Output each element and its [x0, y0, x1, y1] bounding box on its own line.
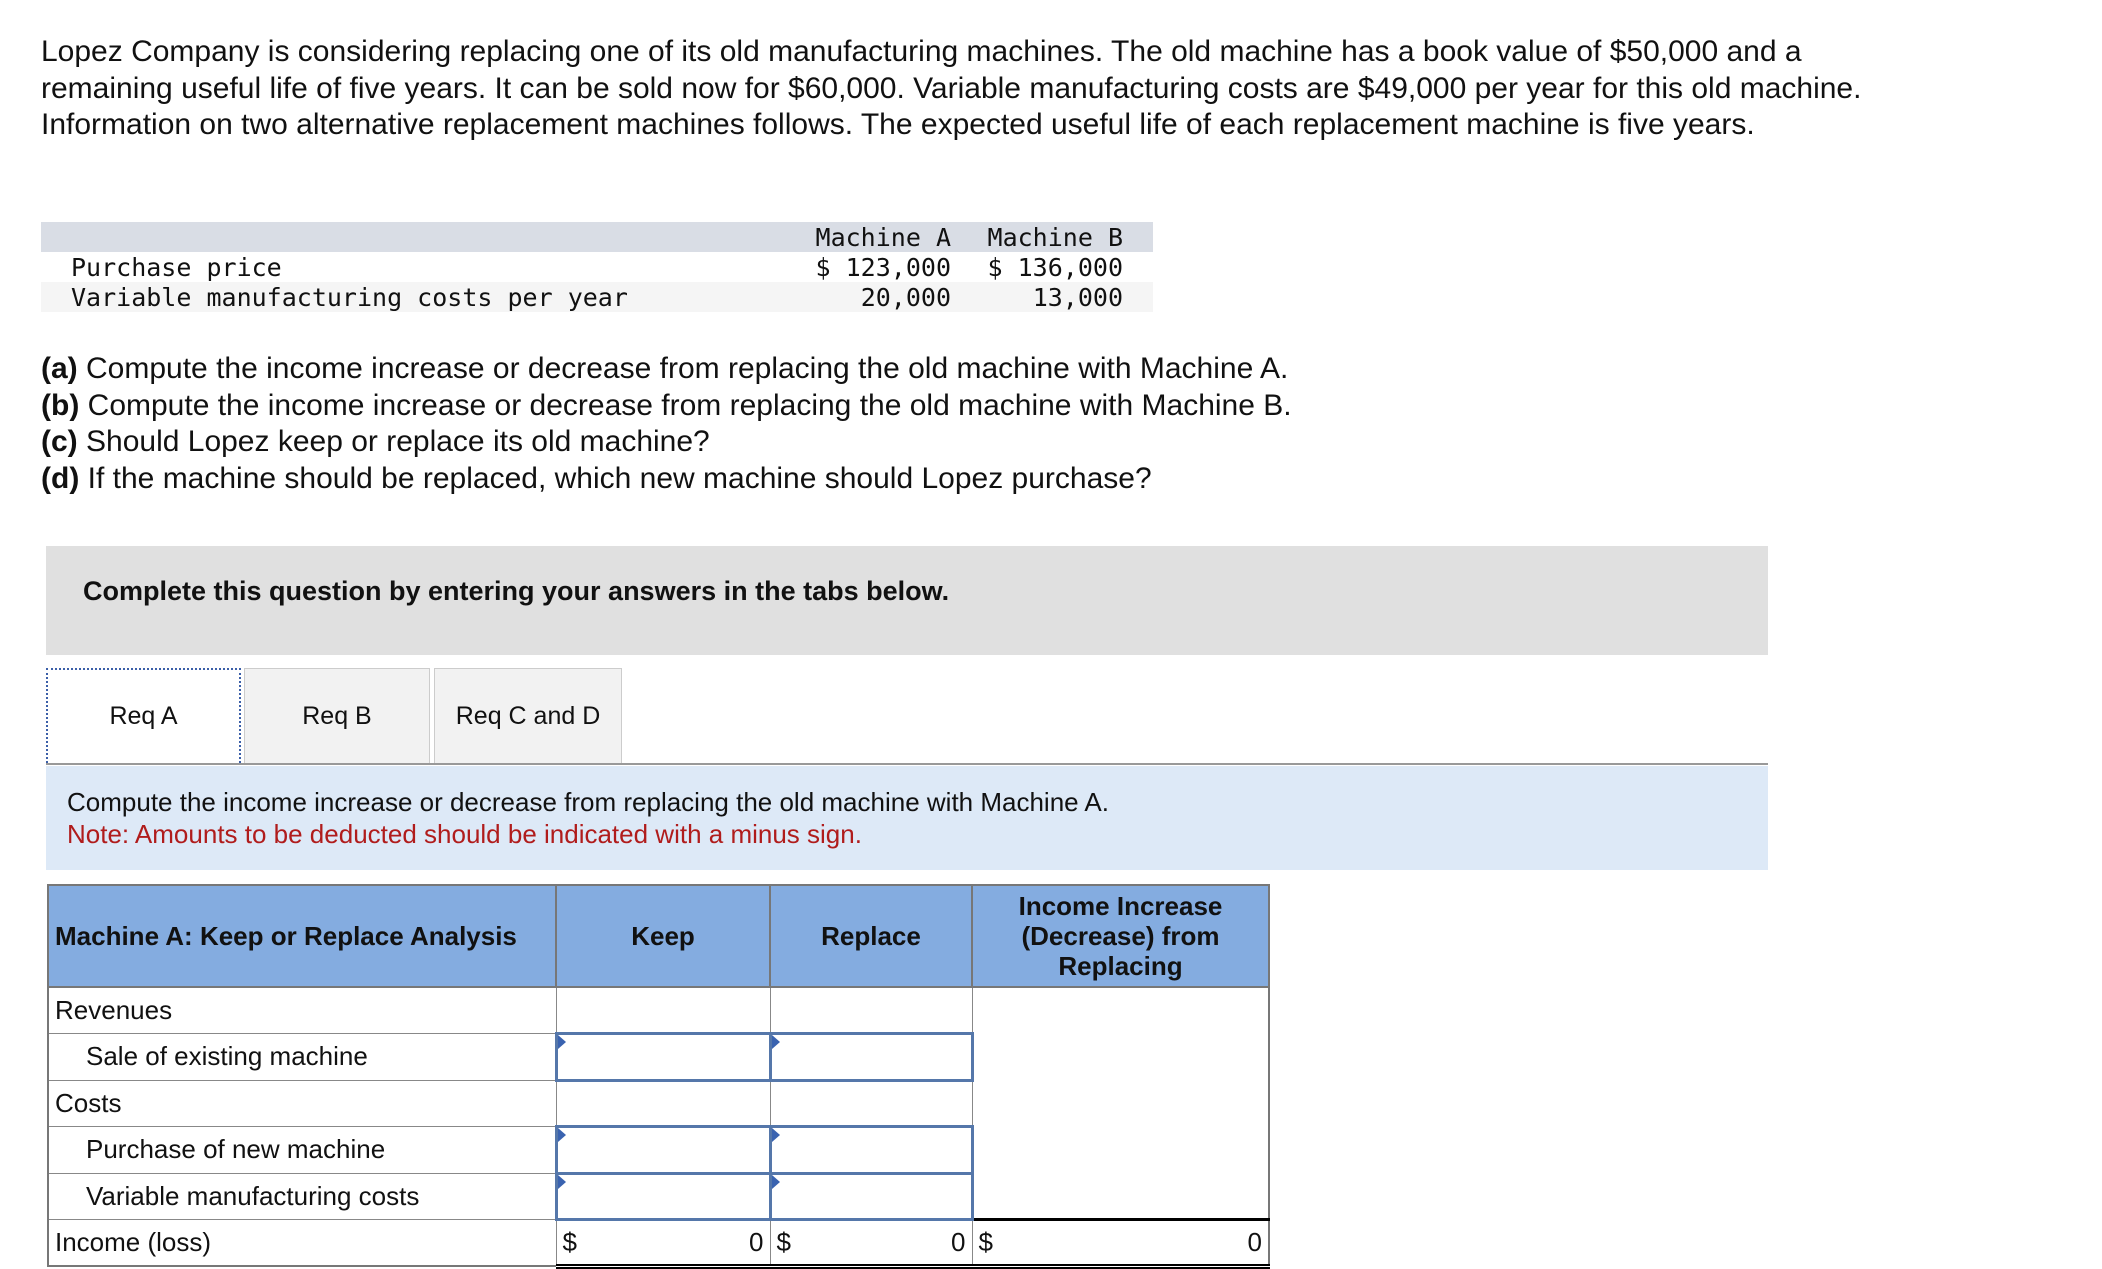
requirement-instructions: [46, 766, 1768, 870]
keep-sale-existing-input[interactable]: [556, 1034, 770, 1081]
instruction-text: Compute the income increase or decrease from replacing the old machine with Machine A.: [67, 787, 1109, 817]
table-row-total: [48, 1220, 1269, 1267]
row-label-variable-costs: Variable manufacturing costs: [48, 1173, 556, 1220]
row-label-purchase-new: Purchase of new machine: [48, 1127, 556, 1174]
instructions-banner: Complete this question by entering your answers in the tabs below.: [46, 546, 1768, 655]
col-header-analysis: Machine A: Keep or Replace Analysis: [48, 885, 556, 987]
cell: $ 123,000: [815, 252, 951, 282]
problem-description: Lopez Company is considering replacing one of its old manufacturing machines. The old machine has a book value of $50,000 and a remaining useful life of five years. It can be sold now for $60,000. Variable manufacturing costs are $49,000 per year for this old machine. Information on two alternative replacement machines follows. The expected useful life of each replacement machine is five years.: [41, 35, 1862, 142]
replace-sale-existing-input[interactable]: [770, 1034, 972, 1081]
row-label: Variable manufacturing costs per year: [71, 282, 628, 312]
questions: [41, 351, 1292, 497]
cell: [972, 987, 1269, 1220]
tab-req-a[interactable]: Req A: [46, 668, 241, 763]
col-header-keep: Keep: [556, 885, 770, 987]
tab-divider: [46, 763, 1768, 765]
header-machine-b: Machine B: [987, 222, 1123, 252]
machine-info-table: [41, 222, 1153, 312]
question-c: (c) Should Lopez keep or replace its old machine?: [41, 425, 710, 459]
cell: [770, 987, 972, 1034]
row-label-income: Income (loss): [48, 1220, 556, 1267]
keep-or-replace-table: [47, 884, 1270, 1269]
header-machine-a: Machine A: [815, 222, 951, 252]
replace-income-total: $ 0: [770, 1220, 972, 1267]
replace-variable-costs-input[interactable]: [770, 1173, 972, 1220]
tab-req-b[interactable]: Req B: [244, 668, 430, 763]
income-difference-total: $ 0: [972, 1220, 1269, 1267]
tab-req-c-and-d[interactable]: Req C and D: [434, 668, 622, 763]
row-label-sale-existing: Sale of existing machine: [48, 1034, 556, 1081]
col-header-difference: Income Increase (Decrease) from Replacing: [972, 885, 1269, 987]
keep-variable-costs-input[interactable]: [556, 1173, 770, 1220]
cell: [770, 1080, 972, 1127]
row-label-revenues: Revenues: [48, 987, 556, 1034]
note-text: Note: Amounts to be deducted should be indicated with a minus sign.: [67, 819, 862, 849]
question-d: (d) If the machine should be replaced, which new machine should Lopez purchase?: [41, 461, 1152, 495]
row-label-costs: Costs: [48, 1080, 556, 1127]
cell: 20,000: [860, 282, 951, 312]
cell: [556, 1080, 770, 1127]
cell: $ 136,000: [987, 252, 1123, 282]
col-header-replace: Replace: [770, 885, 972, 987]
question-b: (b) Compute the income increase or decrease from replacing the old machine with Machine B.: [41, 388, 1292, 422]
keep-purchase-new-input[interactable]: [556, 1127, 770, 1174]
cell: [556, 987, 770, 1034]
keep-income-total: $ 0: [556, 1220, 770, 1267]
question-a: (a) Compute the income increase or decrease from replacing the old machine with Machine A.: [41, 352, 1289, 385]
row-label: Purchase price: [71, 252, 282, 282]
replace-purchase-new-input[interactable]: [770, 1127, 972, 1174]
table-row: [48, 987, 1269, 1034]
cell: 13,000: [1032, 282, 1123, 312]
